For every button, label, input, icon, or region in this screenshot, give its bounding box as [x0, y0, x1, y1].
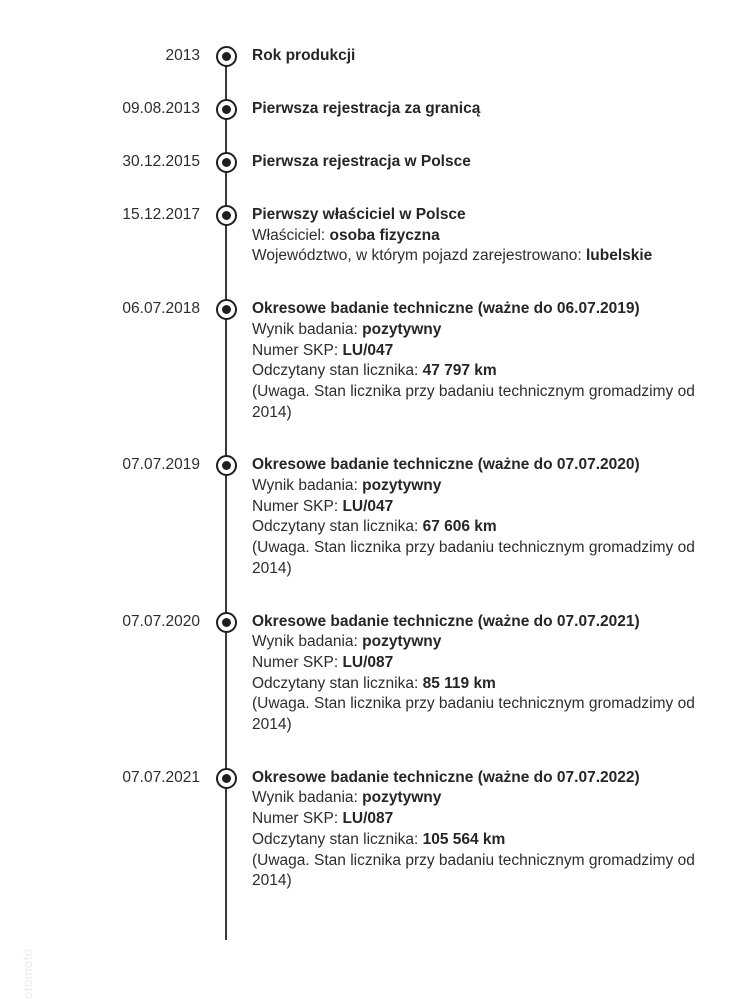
timeline-marker-icon	[216, 768, 237, 789]
entry-detail-line	[252, 788, 697, 809]
detail-value: 105 564 km	[422, 830, 506, 848]
entry-detail-line	[252, 361, 697, 382]
marker-dot-icon	[222, 618, 231, 627]
watermark: otomoto	[20, 948, 35, 999]
entry-marker-column	[200, 205, 252, 226]
detail-label: Numer SKP:	[252, 497, 343, 515]
entry-title: Okresowe badanie techniczne (ważne do 07.07.2022)	[252, 768, 640, 786]
entry-marker-column	[200, 612, 252, 633]
detail-label: Numer SKP:	[252, 653, 343, 671]
entry-content	[252, 205, 697, 267]
entry-detail-line	[252, 476, 697, 497]
marker-dot-icon	[222, 158, 231, 167]
entry-detail-line	[252, 632, 697, 653]
entry-detail-line	[252, 517, 697, 538]
entry-title: Okresowe badanie techniczne (ważne do 06.07.2019)	[252, 300, 640, 318]
entry-title: Okresowe badanie techniczne (ważne do 07.07.2021)	[252, 612, 640, 630]
entry-date: 15.12.2017	[122, 206, 200, 223]
entry-note: (Uwaga. Stan licznika przy badaniu technicznym gromadzimy od 2014)	[252, 851, 695, 890]
marker-dot-icon	[222, 305, 231, 314]
entry-date: 07.07.2021	[122, 768, 200, 786]
entry-marker-column	[200, 152, 252, 173]
entry-detail-line	[252, 497, 697, 518]
timeline-marker-icon	[216, 205, 237, 226]
detail-label: Właściciel:	[252, 226, 330, 244]
entry-title: Rok produkcji	[252, 47, 356, 64]
detail-label: Odczytany stan licznika:	[252, 674, 423, 692]
timeline-entry	[0, 46, 750, 67]
entry-content	[252, 99, 697, 120]
detail-label: Wynik badania:	[252, 477, 363, 495]
entry-detail-line	[252, 320, 697, 341]
detail-value: 85 119 km	[422, 674, 496, 692]
marker-dot-icon	[222, 461, 231, 470]
detail-value: 67 606 km	[422, 518, 497, 536]
timeline-entry	[0, 612, 750, 736]
detail-label: Wynik badania:	[252, 789, 363, 807]
entry-detail-line	[252, 809, 697, 830]
timeline-marker-icon	[216, 99, 237, 120]
entry-marker-column	[200, 455, 252, 476]
detail-value: osoba fizyczna	[329, 226, 440, 244]
entry-title: Pierwszy właściciel w Polsce	[252, 206, 466, 223]
entry-detail-line	[252, 246, 697, 267]
timeline-marker-icon	[216, 46, 237, 67]
timeline-entry	[0, 768, 750, 892]
detail-label: Odczytany stan licznika:	[252, 518, 423, 536]
detail-label: Odczytany stan licznika:	[252, 830, 423, 848]
entry-note: (Uwaga. Stan licznika przy badaniu technicznym gromadzimy od 2014)	[252, 539, 695, 577]
entry-date: 2013	[165, 47, 200, 64]
entry-detail-line	[252, 341, 697, 362]
entry-marker-column	[200, 299, 252, 320]
timeline-entry	[0, 299, 750, 423]
detail-label: Odczytany stan licznika:	[252, 362, 423, 380]
timeline-marker-icon	[216, 612, 237, 633]
marker-dot-icon	[222, 105, 231, 114]
entry-marker-column	[200, 99, 252, 120]
detail-value: lubelskie	[585, 247, 653, 265]
entry-note: (Uwaga. Stan licznika przy badaniu technicznym gromadzimy od 2014)	[252, 382, 695, 421]
entry-content	[252, 152, 697, 173]
detail-value: LU/047	[342, 341, 394, 359]
entry-title: Pierwsza rejestracja w Polsce	[252, 153, 471, 170]
detail-label: Wynik badania:	[252, 320, 363, 338]
entry-detail-line	[252, 674, 697, 695]
marker-dot-icon	[222, 774, 231, 783]
entry-marker-column	[200, 768, 252, 789]
entry-content	[252, 455, 697, 579]
entry-content	[252, 768, 697, 892]
timeline-marker-icon	[216, 299, 237, 320]
entry-date: 07.07.2020	[122, 612, 200, 630]
timeline-entry	[0, 455, 750, 579]
detail-value: pozytywny	[362, 633, 442, 651]
entry-title: Okresowe badanie techniczne (ważne do 07.07.2020)	[252, 456, 640, 474]
detail-label: Numer SKP:	[252, 341, 343, 359]
entry-content	[252, 612, 697, 736]
entry-title: Pierwsza rejestracja za granicą	[252, 100, 481, 117]
entry-date: 07.07.2019	[122, 456, 200, 474]
entry-date: 30.12.2015	[122, 153, 200, 170]
entry-marker-column	[200, 46, 252, 67]
entry-date: 09.08.2013	[122, 100, 200, 117]
detail-value: 47 797 km	[422, 362, 497, 380]
detail-value: LU/047	[342, 497, 394, 515]
timeline-entry	[0, 152, 750, 173]
marker-dot-icon	[222, 52, 231, 61]
timeline-entry	[0, 99, 750, 120]
entry-detail-line	[252, 830, 697, 851]
detail-label: Wynik badania:	[252, 633, 363, 651]
detail-value: LU/087	[342, 810, 394, 828]
detail-value: pozytywny	[362, 789, 442, 807]
detail-label: Numer SKP:	[252, 810, 343, 828]
entry-content	[252, 46, 697, 67]
timeline-entry	[0, 205, 750, 267]
entry-note: (Uwaga. Stan licznika przy badaniu technicznym gromadzimy od 2014)	[252, 695, 695, 734]
detail-value: pozytywny	[362, 477, 442, 495]
detail-label: Województwo, w którym pojazd zarejestrowano:	[252, 247, 586, 265]
detail-value: LU/087	[342, 653, 394, 671]
entry-detail-line	[252, 226, 697, 247]
entry-date: 06.07.2018	[122, 300, 200, 318]
entry-detail-line	[252, 653, 697, 674]
marker-dot-icon	[222, 211, 231, 220]
entry-content	[252, 299, 697, 423]
timeline-marker-icon	[216, 152, 237, 173]
detail-value: pozytywny	[362, 320, 442, 338]
timeline-marker-icon	[216, 455, 237, 476]
